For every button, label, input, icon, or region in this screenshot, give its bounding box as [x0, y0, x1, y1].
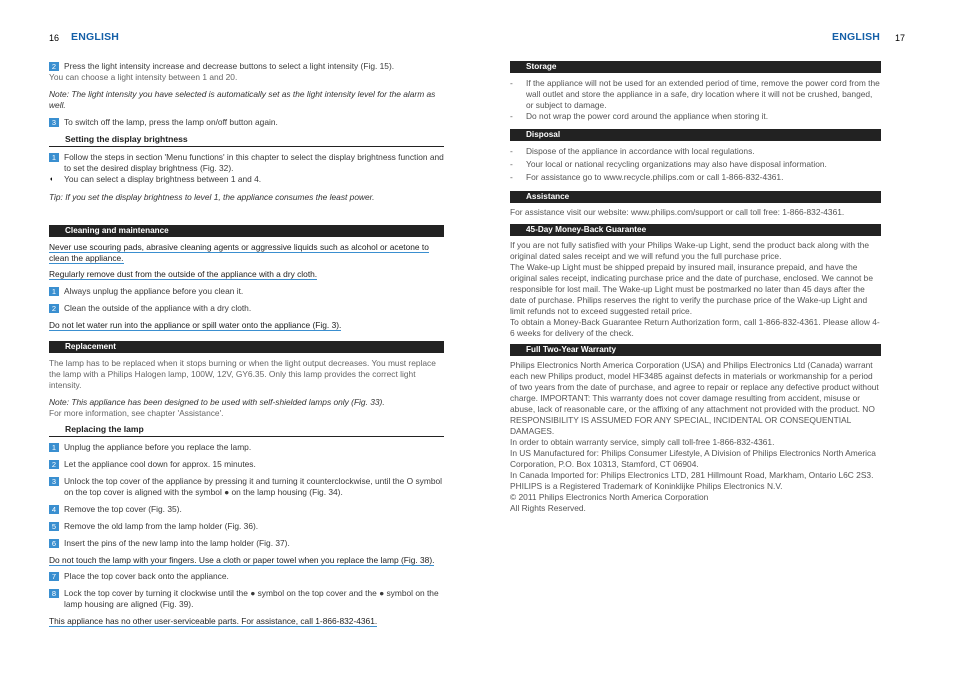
language-label-left: ENGLISH — [71, 31, 120, 43]
replacing-step: 5 Remove the old lamp from the lamp holder (Fig. 36). — [49, 521, 444, 532]
warranty-paragraph: All Rights Reserved. — [510, 503, 586, 513]
warranty-paragraph: In US Manufactured for: Philips Consumer Lifestyle, A Division of Philips Electronics North America Corporation, P.O. Box 10313, Stamford, CT 06904. — [510, 448, 876, 469]
storage-heading-bar: Storage — [510, 61, 881, 73]
step-number-badge: 2 — [49, 304, 59, 313]
replacement-more-info: For more information, see chapter 'Assistance'. — [49, 408, 224, 418]
intensity-step-3: 3 To switch off the lamp, press the lamp on/off button again. — [49, 117, 444, 128]
page-number-right: 17 — [895, 33, 906, 43]
guarantee-paragraph: If you are not fully satisfied with your Philips Wake-up Light, send the product back along with the original dated sales receipt and we will refund you the full purchase price. — [510, 240, 870, 261]
cleaning-heading-bar: Cleaning and maintenance — [49, 225, 444, 237]
replacing-step-8: 8 Lock the top cover by turning it clockwise until the ● symbol on the top cover and the ● symbol on the lamp housing are aligned (Fig. 39). — [49, 588, 444, 610]
replacing-step: 1 Unplug the appliance before you replace the lamp. — [49, 442, 444, 453]
step-number-badge: 5 — [49, 522, 59, 531]
display-brightness-heading: Setting the display brightness — [49, 134, 444, 147]
step-number-badge: 6 — [49, 539, 59, 548]
replacement-text: The lamp has to be replaced when it stops burning or when the light output decreases. You must replace the lamp with a Philips Halogen lamp, 100W, 12V, GY6.35. Only this lamp provides the correct light intensity. — [49, 358, 436, 390]
guarantee-paragraph: To obtain a Money-Back Guarantee Return Authorization form, call 1-866-832-4361. Please allow 4-6 weeks for delivery of the check. — [510, 317, 880, 338]
replacing-step: 2 Let the appliance cool down for approx. 15 minutes. — [49, 459, 444, 470]
step-number-badge: 2 — [49, 62, 59, 71]
replacement-note: Note: This appliance has been designed to be used with self-shielded lamps only (Fig. 33). — [49, 397, 385, 407]
replacing-steps-list — [49, 442, 444, 549]
replacing-step: 6 Insert the pins of the new lamp into the lamp holder (Fig. 37). — [49, 538, 444, 549]
step-number-badge: 8 — [49, 589, 59, 598]
warranty-heading-bar: Full Two-Year Warranty — [510, 344, 881, 356]
warranty-paragraph: © 2011 Philips Electronics North America Corporation — [510, 492, 709, 502]
replacing-step: 3 Unlock the top cover of the appliance by pressing it and turning it counterclockwise, until the O symbol on the top cover is aligned with the symbol ● on the lamp housing (Fig. 34). — [49, 476, 444, 498]
step-number-badge: 3 — [49, 477, 59, 486]
assistance-text: For assistance visit our website: www.philips.com/support or call toll free: 1-866-832-4361. — [510, 207, 845, 217]
replacing-step: 4 Remove the top cover (Fig. 35). — [49, 504, 444, 515]
warranty-paragraph: PHILIPS is a Registered Trademark of Koninklijke Philips Electronics N.V. — [510, 481, 783, 491]
warranty-paragraph: In order to obtain warranty service, simply call toll-free 1-866-832-4361. — [510, 437, 775, 447]
cleaning-warning-3: Do not let water run into the appliance or spill water onto the appliance (Fig. 3). — [49, 320, 342, 330]
cleaning-step-1: 1 Always unplug the appliance before you clean it. — [49, 286, 444, 297]
storage-item: - Do not wrap the power cord around the appliance when storing it. — [510, 111, 769, 121]
cleaning-warning-2: Regularly remove dust from the outside of the appliance with a dry cloth. — [49, 269, 318, 279]
page-number-left: 16 — [49, 33, 60, 43]
replacing-step-7: 7 Place the top cover back onto the appliance. — [49, 571, 444, 582]
language-label-right: ENGLISH — [832, 31, 881, 43]
display-tip: Tip: If you set the display brightness to level 1, the appliance consumes the least power. — [49, 192, 375, 202]
guarantee-heading-bar: 45-Day Money-Back Guarantee — [510, 224, 881, 236]
left-column — [49, 61, 444, 627]
replacing-final-note: This appliance has no other user-serviceable parts. For assistance, call 1-866-832-4361. — [49, 616, 378, 626]
display-bullet: ◖ You can select a display brightness between 1 and 4. — [49, 174, 262, 184]
assistance-heading-bar: Assistance — [510, 191, 881, 203]
step-number-badge: 2 — [49, 460, 59, 469]
right-column — [510, 61, 881, 514]
replacing-warning: Do not touch the lamp with your fingers. Use a cloth or paper towel when you replace the lamp (Fig. 38). — [49, 555, 435, 565]
display-step-1: 1 Follow the steps in section 'Menu functions' in this chapter to select the display brightness function and to set the desired display brightness (Fig. 32). — [49, 152, 444, 174]
cleaning-warning-1: Never use scouring pads, abrasive cleaning agents or aggressive liquids such as alcohol or acetone to clean the appliance. — [49, 242, 429, 263]
step-number-badge: 7 — [49, 572, 59, 581]
bullet-arrow-icon: ◖ — [49, 176, 54, 183]
intensity-step-2: 2 Press the light intensity increase and decrease buttons to select a light intensity (Fig. 15). — [49, 61, 444, 72]
replacing-lamp-heading: Replacing the lamp — [49, 424, 444, 437]
warranty-paragraph: In Canada Imported for: Philips Electronics LTD, 281 Hillmount Road, Markham, Ontario L6C 2S3. — [510, 470, 874, 480]
warranty-paragraph: Philips Electronics North America Corporation (USA) and Philips Electronics Ltd (Canada) warrant each new Philips product, model HF3485 against defects in materials or workmanship for a period of two years from the date of purchase, and agree to repair or replace any defective product without charge. IMPORTANT: This warranty does not cover damage resulting from accident, misuse or abuse, lack of reasonable care, or the affixing of any attachment not provided with the product. NO RESPONSIBILITY IS ASSUMED FOR ANY SPECIAL, INCIDENTAL OR CONSEQUENTIAL DAMAGES. — [510, 360, 879, 436]
guarantee-paragraph: The Wake-up Light must be shipped prepaid by insured mail, insurance prepaid, and have the original sales receipt, indicating purchase price and the date of purchase, enclosed. We cannot be responsible for lost mail. The Wake-up Light must be postmarked no later than 45 days after the date of purchase. Philips reserves the right to verify the purchase price of the Wake-up Light and limit refunds not to exceed suggested retail price. — [510, 262, 873, 316]
disposal-item: - For assistance go to www.recycle.philips.com or call 1-866-832-4361. — [510, 172, 784, 182]
storage-item: - If the appliance will not be used for an extended period of time, remove the power cord from the wall outlet and store the appliance in a safe, dry location where it will not be crushed, banged, or subject to damage. — [510, 78, 880, 110]
replacement-heading-bar: Replacement — [49, 341, 444, 353]
intensity-range-text: You can choose a light intensity between 1 and 20. — [49, 72, 238, 82]
disposal-item: - Dispose of the appliance in accordance with local regulations. — [510, 146, 755, 156]
step-number-badge: 4 — [49, 505, 59, 514]
step-number-badge: 1 — [49, 443, 59, 452]
disposal-heading-bar: Disposal — [510, 129, 881, 141]
right-page — [477, 0, 954, 683]
cleaning-step-2: 2 Clean the outside of the appliance with a dry cloth. — [49, 303, 444, 314]
intensity-note: Note: The light intensity you have selected is automatically set as the light intensity level for the alarm as well. — [49, 89, 436, 110]
step-number-badge: 1 — [49, 153, 59, 162]
disposal-item: - Your local or national recycling organizations may also have disposal information. — [510, 159, 827, 169]
step-number-badge: 3 — [49, 118, 59, 127]
step-number-badge: 1 — [49, 287, 59, 296]
